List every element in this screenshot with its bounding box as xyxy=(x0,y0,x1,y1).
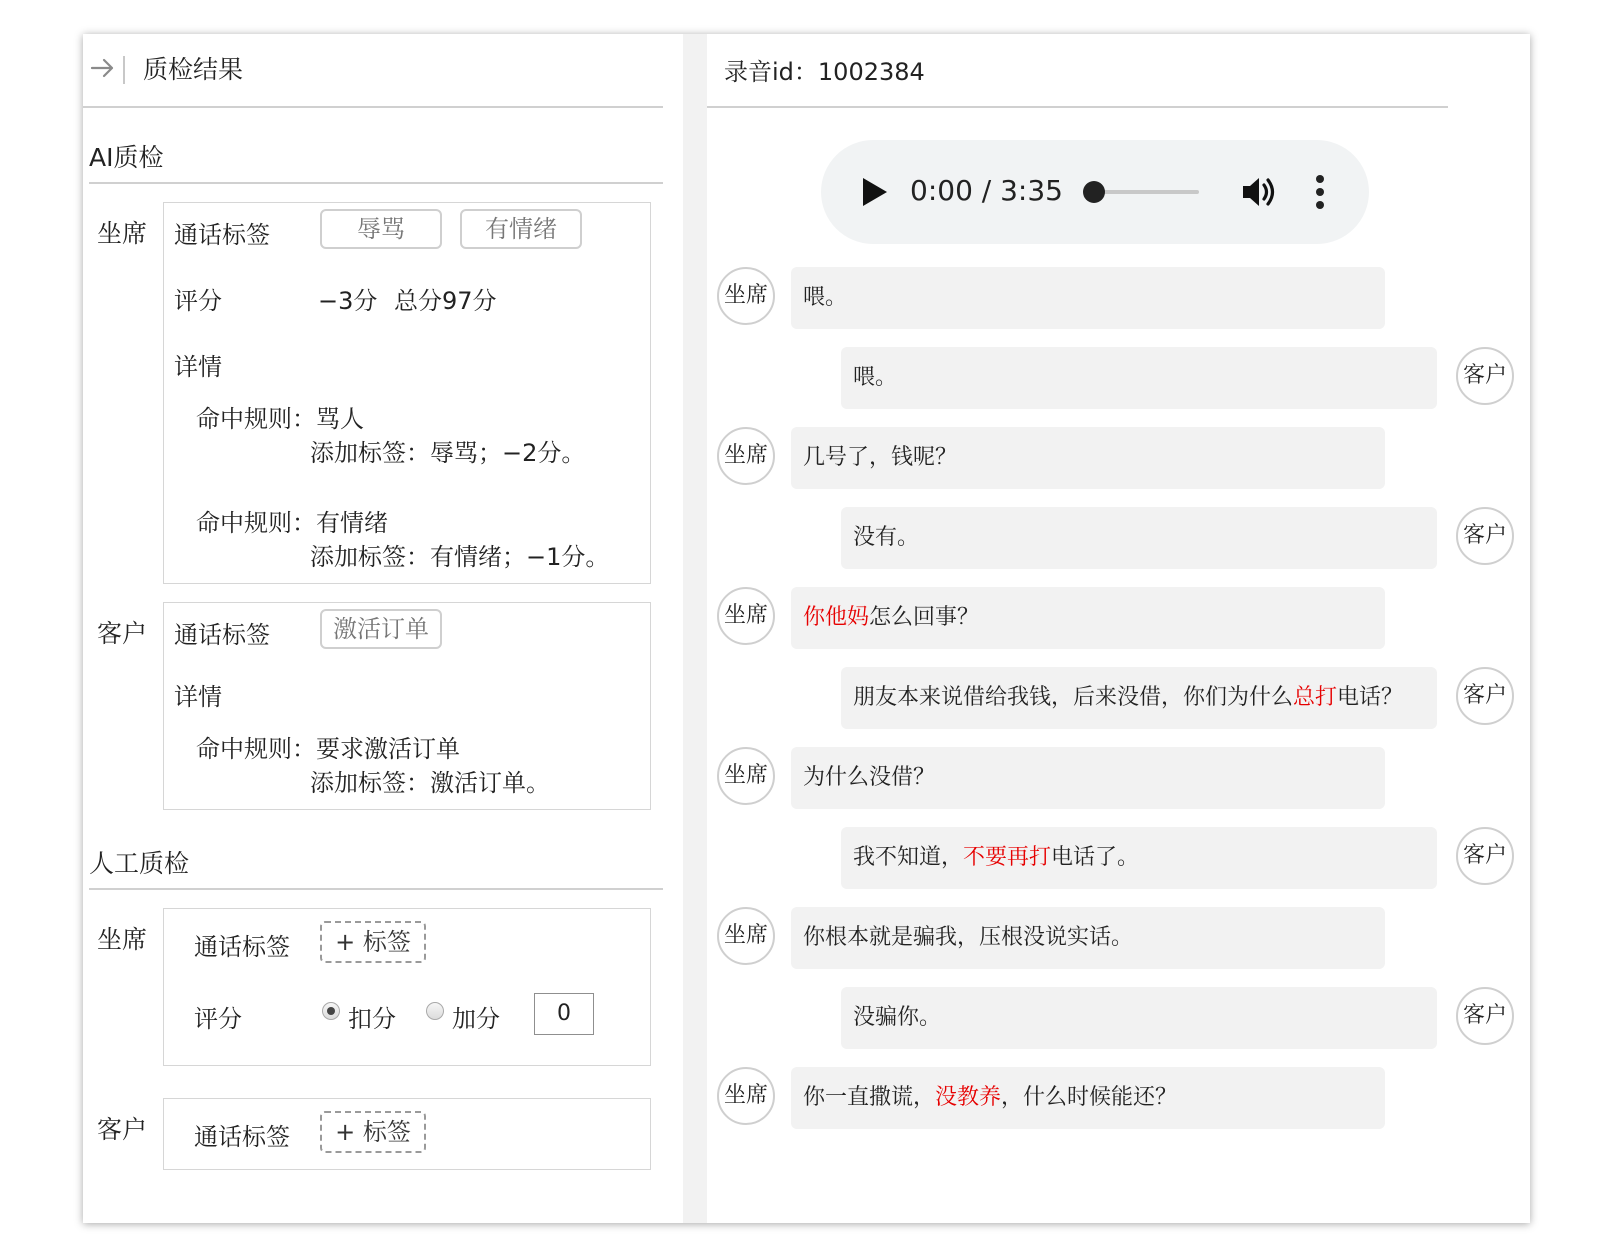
highlighted-keyword: 没教养 xyxy=(935,1085,1002,1110)
message-text: 朋友本来说借给我钱，后来没借，你们为什么 xyxy=(853,685,1294,710)
tag-activate-order[interactable]: 激活订单 xyxy=(320,609,442,649)
message-text: 我不知道， xyxy=(853,845,964,870)
detail-label: 详情 xyxy=(174,353,222,381)
message-text: 喂。 xyxy=(853,365,898,390)
manual-customer-box xyxy=(163,1098,651,1170)
progress-track[interactable] xyxy=(1091,190,1199,194)
audio-player[interactable] xyxy=(821,140,1369,244)
customer-avatar: 客户 xyxy=(1456,827,1514,885)
call-tags-label: 通话标签 xyxy=(194,1123,290,1151)
agent-message-bubble xyxy=(791,267,1385,329)
customer-message-bubble xyxy=(841,667,1437,729)
playback-time: 0:00 / 3:35 xyxy=(910,174,1063,207)
score-input[interactable]: 0 xyxy=(534,993,594,1035)
call-tags-label: 通话标签 xyxy=(194,933,290,961)
customer-avatar: 客户 xyxy=(1456,667,1514,725)
message-text: 没骗你。 xyxy=(853,1005,942,1030)
tag-emotional[interactable]: 有情绪 xyxy=(460,209,582,249)
add-tag-button[interactable]: + 标签 xyxy=(320,1111,426,1153)
rule-action: 添加标签：辱骂；−2分。 xyxy=(310,439,586,467)
manual-qc-divider xyxy=(89,888,663,890)
agent-message-bubble xyxy=(791,427,1385,489)
message-text: ，什么时候能还？ xyxy=(1001,1085,1178,1110)
message-text: 你一直撒谎， xyxy=(803,1085,936,1110)
ai-agent-role-label: 坐席 xyxy=(97,219,148,248)
agent-avatar: 坐席 xyxy=(717,587,775,645)
message-text: 没有。 xyxy=(853,525,920,550)
ai-customer-role-label: 客户 xyxy=(97,619,148,648)
call-tags-label: 通话标签 xyxy=(174,221,270,249)
agent-avatar: 坐席 xyxy=(717,427,775,485)
customer-message-bubble xyxy=(841,507,1437,569)
customer-avatar: 客户 xyxy=(1456,347,1514,405)
manual-customer-role-label: 客户 xyxy=(97,1115,148,1144)
agent-message-bubble xyxy=(791,587,1385,649)
ai-qc-divider xyxy=(89,182,663,184)
add-label[interactable]: 加分 xyxy=(452,1005,500,1033)
more-options-icon[interactable] xyxy=(1316,175,1324,211)
message-text: 你根本就是骗我，压根没说实话。 xyxy=(803,925,1134,950)
customer-avatar: 客户 xyxy=(1456,507,1514,565)
manual-qc-title: 人工质检 xyxy=(89,849,190,878)
agent-avatar: 坐席 xyxy=(717,1067,775,1125)
score-label: 评分 xyxy=(174,287,222,315)
message-text: 怎么回事？ xyxy=(869,605,980,630)
rule-action: 添加标签：激活订单。 xyxy=(310,769,550,797)
add-tag-button[interactable]: + 标签 xyxy=(320,921,426,963)
qc-card xyxy=(83,34,1530,1223)
detail-label: 详情 xyxy=(174,683,222,711)
ai-customer-box xyxy=(163,602,651,810)
message-text: 为什么没借？ xyxy=(803,765,936,790)
rule-hit: 命中规则：要求激活订单 xyxy=(196,735,460,763)
score-value: −3分 xyxy=(318,287,378,315)
recording-id: 录音id：1002384 xyxy=(724,58,925,86)
ai-agent-box xyxy=(163,202,651,584)
ai-qc-title: AI质检 xyxy=(89,143,164,172)
qc-header xyxy=(83,34,663,108)
page-title: 质检结果 xyxy=(143,55,244,84)
header-divider xyxy=(123,56,125,84)
highlighted-keyword: 总打 xyxy=(1293,685,1338,710)
rule-hit: 命中规则：有情绪 xyxy=(196,509,388,537)
message-text: 几号了，钱呢？ xyxy=(803,445,958,470)
panel-gutter xyxy=(683,34,707,1223)
customer-message-bubble xyxy=(841,827,1437,889)
volume-icon[interactable] xyxy=(1239,172,1279,212)
agent-message-bubble xyxy=(791,907,1385,969)
agent-avatar: 坐席 xyxy=(717,267,775,325)
agent-avatar: 坐席 xyxy=(717,747,775,805)
add-radio[interactable] xyxy=(426,1002,444,1020)
customer-avatar: 客户 xyxy=(1456,987,1514,1045)
highlighted-keyword: 不要再打 xyxy=(963,845,1052,870)
recording-header xyxy=(707,34,1448,108)
score-label: 评分 xyxy=(194,1005,242,1033)
progress-knob[interactable] xyxy=(1083,181,1105,203)
customer-message-bubble xyxy=(841,347,1437,409)
play-icon[interactable] xyxy=(863,178,887,206)
customer-message-bubble xyxy=(841,987,1437,1049)
rule-hit: 命中规则：骂人 xyxy=(196,405,364,433)
message-text: 喂。 xyxy=(803,285,848,310)
agent-message-bubble xyxy=(791,747,1385,809)
agent-message-bubble xyxy=(791,1067,1385,1129)
highlighted-keyword: 你他妈 xyxy=(803,605,870,630)
tag-insult[interactable]: 辱骂 xyxy=(320,209,442,249)
agent-avatar: 坐席 xyxy=(717,907,775,965)
qc-result-panel xyxy=(83,34,683,1223)
deduct-label[interactable]: 扣分 xyxy=(348,1005,396,1033)
call-tags-label: 通话标签 xyxy=(174,621,270,649)
arrow-right-icon[interactable] xyxy=(89,54,117,82)
message-text: 电话？ xyxy=(1337,685,1404,710)
rule-action: 添加标签：有情绪；−1分。 xyxy=(310,543,610,571)
total-score: 总分97分 xyxy=(394,287,497,315)
deduct-radio[interactable] xyxy=(322,1002,340,1020)
manual-agent-box xyxy=(163,908,651,1066)
manual-agent-role-label: 坐席 xyxy=(97,925,148,954)
radio-dot xyxy=(327,1007,335,1015)
message-text: 电话了。 xyxy=(1051,845,1140,870)
